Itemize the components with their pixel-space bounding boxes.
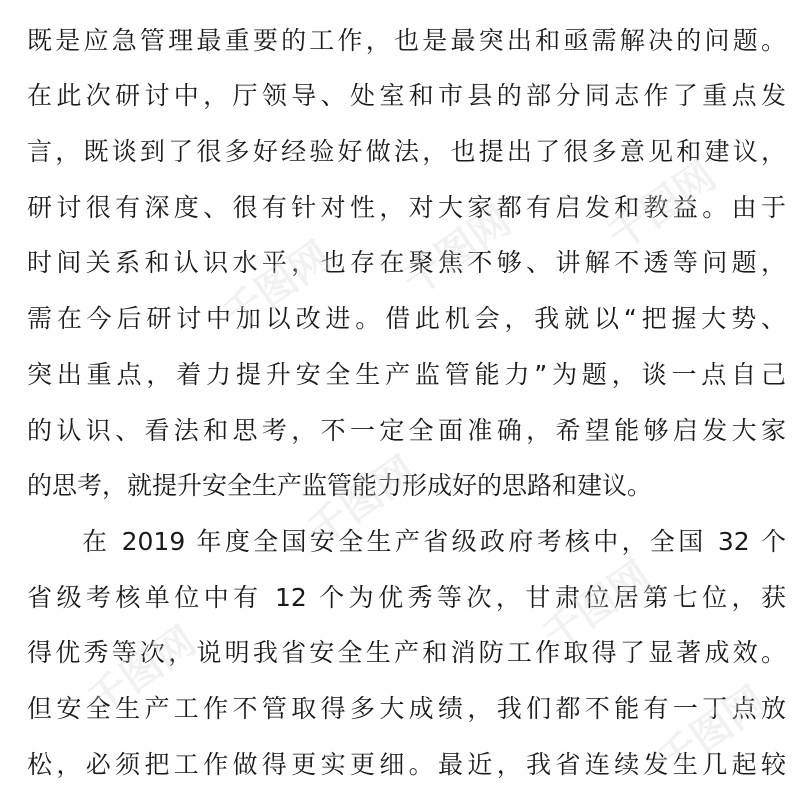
- text-line-5: 研讨很有深度、很有针对性，对大家都有启发和教益。由于: [27, 192, 786, 222]
- text-line-11: 在 2019 年度全国安全生产省级政府考核中，全国 32 个: [82, 526, 786, 556]
- text-line-4: 言，既谈到了很多好经验好做法，也提出了很多意见和建议，: [27, 137, 786, 167]
- watermark-text: 千图网: [214, 233, 340, 340]
- watermark-text: 千图网: [599, 153, 725, 260]
- watermark-text: 千图网: [299, 448, 425, 555]
- watermark-text: 千图网: [79, 618, 205, 725]
- text-line-12: 省级考核单位中有 12 个为优秀等次，甘肃位居第七位，获: [27, 582, 786, 612]
- text-line-2: 既是应急管理最重要的工作，也是最突出和亟需解决的问题。: [27, 25, 786, 55]
- text-line-14: 但安全生产工作不管取得多大成绩，我们都不能有一丁点放: [27, 693, 786, 723]
- text-line-9: 的认识、看法和思考，不一定全面准确，希望能够启发大家: [27, 415, 786, 445]
- text-line-3: 在此次研讨中，厅领导、处室和市县的部分同志作了重点发: [27, 81, 786, 111]
- watermark-text: 千图网: [534, 553, 660, 660]
- text-line-6: 时间关系和认识水平，也存在聚焦不够、讲解不透等问题，: [27, 248, 786, 278]
- text-line-15: 松，必须把工作做得更实更细。最近，我省连续发生几起较: [27, 749, 786, 779]
- text-line-1: [0, 0, 800, 13]
- watermark-text: 千图网: [394, 198, 520, 305]
- text-line-8: 突出重点，着力提升安全生产监管能力”为题，谈一点自己: [27, 359, 786, 389]
- text-line-10: 的思考，就提升安全生产监管能力形成好的思路和建议。: [27, 471, 653, 501]
- watermark-text: 千图网: [649, 678, 775, 785]
- text-line-7: 需在今后研讨中加以改进。借此机会，我就以“把握大势、: [27, 304, 786, 334]
- text-line-13: 得优秀等次，说明我省安全生产和消防工作取得了显著成效。: [27, 638, 786, 668]
